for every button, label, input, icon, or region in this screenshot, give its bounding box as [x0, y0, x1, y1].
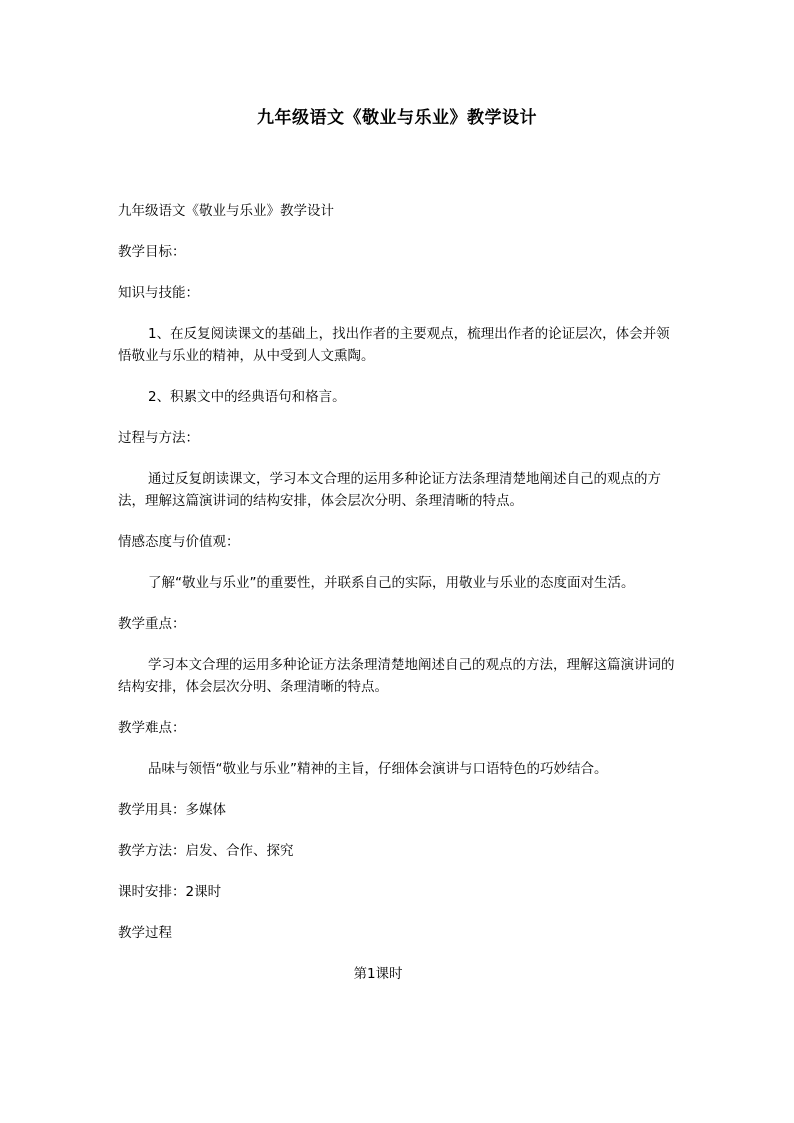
- paragraph-class-hours: 课时安排：2课时: [118, 884, 222, 900]
- paragraph-attitudes-text: 了解“敬业与乐业”的重要性，并联系自己的实际，用敬业与乐业的态度面对生活。: [148, 575, 635, 591]
- paragraph-teaching-tools: 教学用具：多媒体: [118, 802, 226, 818]
- paragraph-teaching-goals: 教学目标：: [118, 244, 186, 260]
- paragraph-key-points: 教学重点：: [118, 616, 186, 632]
- paragraph-subtitle: 九年级语文《敬业与乐业》教学设计: [118, 203, 334, 219]
- paragraph-difficulties: 教学难点：: [118, 720, 186, 736]
- section-heading: 第1课时: [353, 966, 403, 982]
- document-body: [118, 200, 678, 1004]
- paragraph-key-points-text: 学习本文合理的运用多种论证方法条理清楚地阐述自己的观点的方法，理解这篇演讲词的结构安排，体会层次分明、条理清晰的特点。: [118, 657, 675, 695]
- paragraph-process-text: 通过反复朗读课文，学习本文合理的运用多种论证方法条理清楚地阐述自己的观点的方法，理解这篇演讲词的结构安排，体会层次分明、条理清晰的特点。: [118, 471, 661, 509]
- paragraph-teaching-methods: 教学方法：启发、合作、探究: [118, 843, 294, 859]
- document-title: 九年级语文《敬业与乐业》教学设计: [257, 108, 537, 128]
- paragraph-difficulties-text: 品味与领悟“敬业与乐业”精神的主旨，仔细体会演讲与口语特色的巧妙结合。: [148, 761, 608, 777]
- paragraph-attitudes-values: 情感态度与价值观：: [118, 534, 240, 550]
- paragraph-goal-1: 1、在反复阅读课文的基础上，找出作者的主要观点，梳理出作者的论证层次，体会并领悟敬业与乐业的精神，从中受到人文熏陶。: [118, 326, 670, 364]
- paragraph-goal-2: 2、积累文中的经典语句和格言。: [148, 389, 346, 405]
- paragraph-teaching-process: 教学过程: [118, 925, 172, 941]
- paragraph-process-methods: 过程与方法：: [118, 430, 199, 446]
- paragraph-knowledge-skills: 知识与技能：: [118, 285, 199, 301]
